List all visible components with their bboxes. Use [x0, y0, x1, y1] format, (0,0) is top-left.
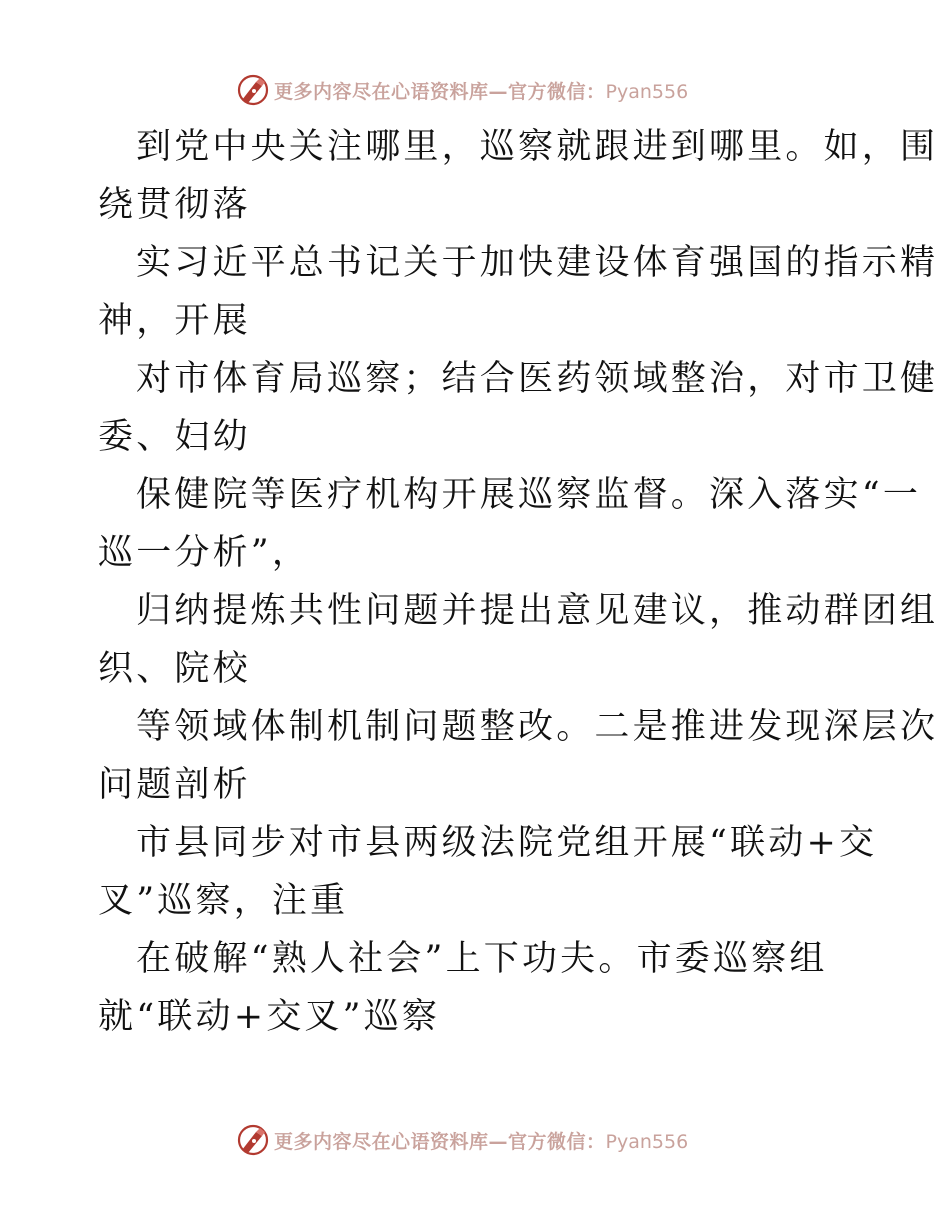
- paragraph-line: 就“联动+交叉”巡察: [98, 997, 441, 1037]
- paragraph-line: 问题剖析: [98, 765, 251, 805]
- paragraph-line: 在破解“熟人社会”上下功夫。市委巡察组: [136, 939, 828, 979]
- paragraph: [98, 582, 939, 698]
- paragraph-line: 保健院等医疗机构开展巡察监督。深入落实“一: [136, 475, 922, 515]
- paragraph-line: 归纳提炼共性问题并提出意见建议，推动群团组: [136, 591, 939, 631]
- paragraph-line: 叉”巡察，注重: [98, 881, 349, 921]
- paragraph: [98, 930, 858, 1046]
- paragraph-line: 织、院校: [98, 649, 251, 689]
- watermark-text: 更多内容尽在心语资料库—官方微信：Pyan556: [274, 1130, 689, 1153]
- paragraph-line: 对市体育局巡察；结合医药领域整治，对市卫健: [136, 359, 939, 399]
- watermark-account-id: Pyan556: [605, 1130, 689, 1153]
- footer-watermark: [236, 1122, 688, 1158]
- paragraph: [98, 234, 939, 350]
- paragraph-line: 到党中央关注哪里，巡察就跟进到哪里。如，围: [136, 127, 939, 167]
- pen-nib-logo-icon: [236, 73, 270, 107]
- paragraph-line: 巡一分析”，: [98, 533, 311, 573]
- paragraph-line: 绕贯彻落: [98, 185, 251, 225]
- watermark-account-id: Pyan556: [605, 80, 689, 103]
- paragraph: [98, 350, 939, 466]
- paragraph-line: 市县同步对市县两级法院党组开展“联动+交: [136, 823, 878, 863]
- paragraph: [98, 466, 922, 582]
- header-watermark: [236, 72, 688, 108]
- paragraph-line: 委、妇幼: [98, 417, 251, 457]
- paragraph-line: 等领域体制机制问题整改。二是推进发现深层次: [136, 707, 939, 747]
- paragraph: [98, 698, 939, 814]
- paragraph: [98, 118, 939, 234]
- paragraph-line: 神，开展: [98, 301, 251, 341]
- paragraph-line: 实习近平总书记关于加快建设体育强国的指示精: [136, 243, 939, 283]
- pen-nib-logo-icon: [236, 1123, 270, 1157]
- watermark-text: 更多内容尽在心语资料库—官方微信：Pyan556: [274, 80, 689, 103]
- paragraph: [98, 814, 878, 930]
- document-body: [98, 118, 939, 1046]
